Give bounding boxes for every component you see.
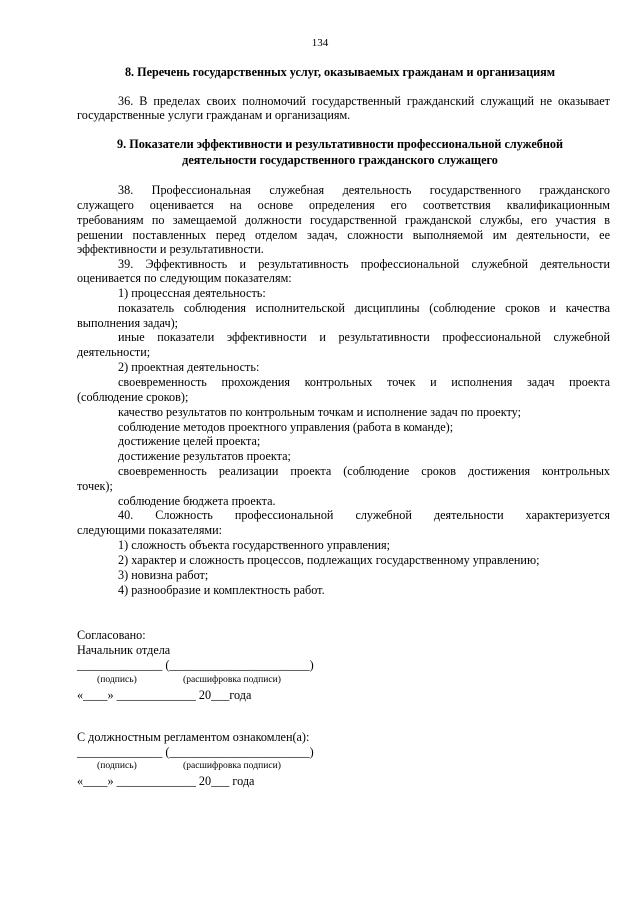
complexity-item-2: 2) характер и сложность процессов, подлежащих государственному управлению; xyxy=(118,553,540,567)
section-9-heading-line-1: 9. Показатели эффективности и результативности профессиональной служебной xyxy=(117,137,563,151)
item-2a-line-1: своевременность прохождения контрольных точек и исполнения задач проекта xyxy=(118,375,610,389)
complexity-item-4: 4) разнообразие и комплектность работ. xyxy=(118,583,325,597)
paragraph-40-line-2: следующими показателями: xyxy=(77,523,223,537)
paragraph-38-line-3: требованиям по замещаемой должности государственной гражданской службы, его участия в xyxy=(77,213,610,227)
complexity-item-3: 3) новизна работ; xyxy=(118,568,209,582)
approval-decoding-caption: (расшифровка подписи) xyxy=(183,674,281,685)
approval-signature-caption: (подпись) xyxy=(97,674,137,685)
item-2f-line-1: своевременность реализации проекта (соблюдение сроков достижения контрольных xyxy=(118,464,610,478)
item-2g: соблюдение бюджета проекта. xyxy=(118,494,276,508)
acknowledgement-date-line: «____» _____________ 20___ года xyxy=(77,774,255,788)
item-1a-line-2: выполнения задач); xyxy=(77,316,179,330)
section-9-heading-line-2: деятельности государственного гражданского служащего xyxy=(182,153,498,167)
approval-signature-line: ______________ (_______________________) xyxy=(77,658,314,672)
item-2f-line-2: точек); xyxy=(77,479,113,493)
item-2a-line-2: (соблюдение сроков); xyxy=(77,390,189,404)
paragraph-36-line-2: государственные услуги гражданам и организациям. xyxy=(77,108,351,122)
complexity-item-1: 1) сложность объекта государственного управления; xyxy=(118,538,390,552)
paragraph-39-line-1: 39. Эффективность и результативность профессиональной служебной деятельности xyxy=(118,257,610,271)
item-process-activity: 1) процессная деятельность: xyxy=(118,286,266,300)
item-project-activity: 2) проектная деятельность: xyxy=(118,360,260,374)
page-number: 134 xyxy=(311,37,329,49)
item-2e: достижение результатов проекта; xyxy=(118,449,291,463)
paragraph-38-line-5: эффективности и результативности. xyxy=(77,242,264,256)
paragraph-38-line-4: решении поставленных перед отделом задач, сложности выполняемой им деятельности, ее xyxy=(77,228,610,242)
paragraph-39-line-2: оценивается по следующим показателям: xyxy=(77,271,292,285)
acknowledgement-decoding-caption: (расшифровка подписи) xyxy=(183,760,281,771)
acknowledgement-signature-line: ______________ (_______________________) xyxy=(77,745,314,759)
paragraph-36-line-1: 36. В пределах своих полномочий государственный гражданский служащий не оказывает xyxy=(118,94,610,108)
item-1b-line-1: иные показатели эффективности и результативности профессиональной служебной xyxy=(118,330,610,344)
item-1a-line-1: показатель соблюдения исполнительской дисциплины (соблюдение сроков и качества xyxy=(118,301,610,315)
approval-label: Согласовано: xyxy=(77,628,146,642)
item-2b: качество результатов по контрольным точкам и исполнение задач по проекту; xyxy=(118,405,521,419)
paragraph-40-line-1: 40. Сложность профессиональной служебной деятельности характеризуется xyxy=(118,508,610,522)
item-2c: соблюдение методов проектного управления (работа в команде); xyxy=(118,420,454,434)
approval-role: Начальник отдела xyxy=(77,643,171,657)
item-2d: достижение целей проекта; xyxy=(118,434,261,448)
acknowledgement-label: С должностным регламентом ознакомлен(а): xyxy=(77,730,310,744)
section-8-heading: 8. Перечень государственных услуг, оказываемых гражданам и организациям xyxy=(124,65,556,79)
item-1b-line-2: деятельности; xyxy=(77,345,151,359)
paragraph-38-line-1: 38. Профессиональная служебная деятельность государственного гражданского xyxy=(118,183,610,197)
approval-date-line: «____» _____________ 20___года xyxy=(77,688,252,702)
acknowledgement-signature-caption: (подпись) xyxy=(97,760,137,771)
paragraph-38-line-2: служащего оценивается на основе определения его соответствия квалификационным xyxy=(77,198,610,212)
